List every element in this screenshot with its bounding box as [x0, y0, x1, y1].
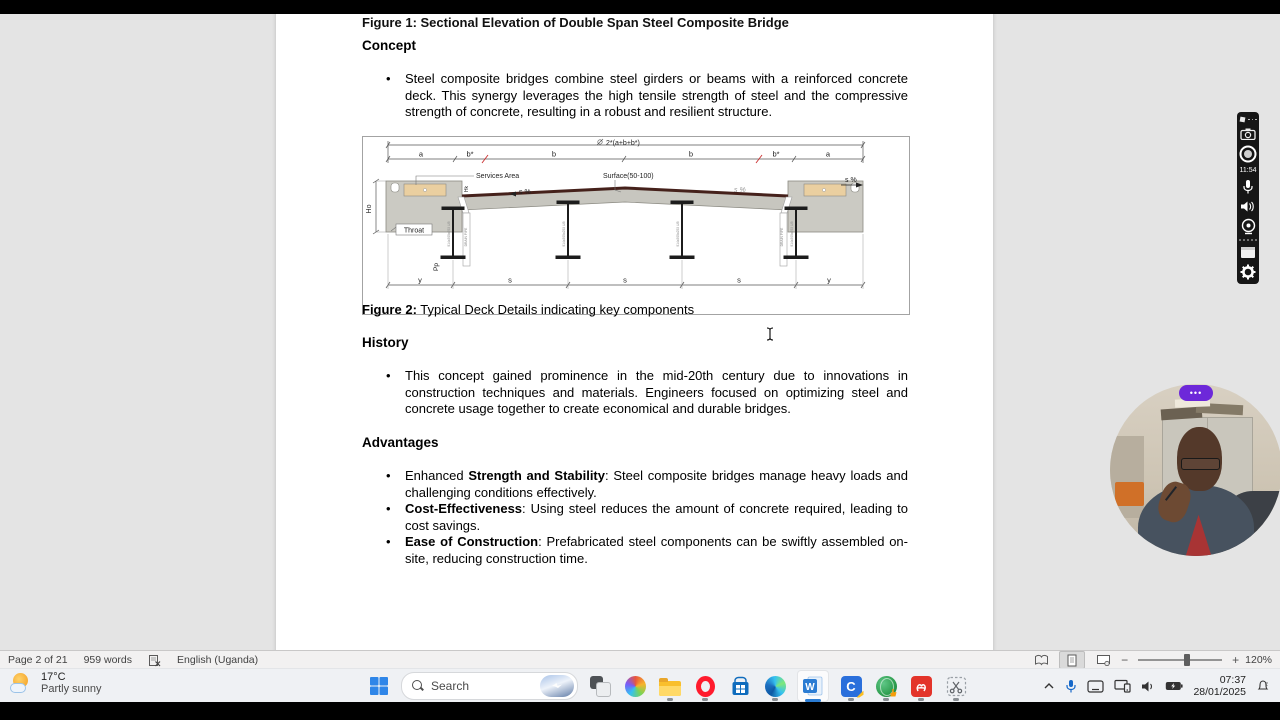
advantage-item: [386, 501, 908, 534]
svg-text:914x305x253 UB: 914x305x253 UB: [447, 221, 451, 247]
pp-label: Pp: [433, 263, 440, 271]
zoom-level[interactable]: 120%: [1245, 654, 1272, 666]
opera-icon: [696, 676, 715, 697]
page-indicator[interactable]: Page 2 of 21: [8, 654, 68, 666]
read-mode-button[interactable]: [1029, 652, 1053, 668]
svg-text:s %: s %: [845, 177, 857, 184]
globe-hand-icon: [876, 676, 897, 697]
word-status-bar: [0, 650, 1280, 669]
bottom-letterbox-bar: [0, 702, 1280, 720]
webcam-overlay: [1110, 384, 1280, 556]
search-icon: [412, 680, 424, 692]
partly-sunny-icon: [10, 671, 34, 695]
bullet-glyph: •: [386, 501, 391, 516]
bullet-glyph: •: [386, 71, 391, 86]
battery-tray-icon[interactable]: [1165, 681, 1183, 691]
advantage-text: Cost-Effectiveness: Using steel reduces the amount of concrete required, leading to cost savings.: [405, 501, 908, 533]
glasses: [1181, 458, 1221, 470]
svg-text:914x305x253 UB: 914x305x253 UB: [676, 221, 680, 247]
microphone-tray-icon[interactable]: [1065, 679, 1077, 694]
tray-date: 28/01/2025: [1193, 686, 1246, 698]
folder-icon: [659, 681, 681, 696]
globe-app-button[interactable]: [873, 671, 899, 701]
zoom-slider[interactable]: [1138, 659, 1222, 661]
books-on-cabinet: [1155, 399, 1258, 420]
file-explorer-button[interactable]: [657, 671, 683, 701]
bullet-glyph: •: [386, 368, 391, 383]
print-layout-button[interactable]: [1059, 651, 1085, 669]
snipping-tool-button[interactable]: [943, 671, 969, 701]
advantage-text: Enhanced Strength and Stability: Steel composite bridges manage heavy loads and challenging conditions effectively.: [405, 468, 908, 500]
tray-time: 07:37: [1219, 674, 1246, 686]
start-button[interactable]: [366, 671, 392, 701]
svg-text:b: b: [688, 149, 694, 159]
copilot-button[interactable]: [622, 671, 648, 701]
weather-desc: Partly sunny: [41, 683, 102, 695]
system-tray: [1043, 669, 1280, 703]
figure2-caption-text: Typical Deck Details indicating key components: [416, 302, 695, 317]
svg-text:a: a: [825, 149, 831, 159]
document-page[interactable]: [276, 0, 993, 664]
cast-display-tray-icon[interactable]: [1114, 679, 1131, 693]
svg-text:914x305x253 UB: 914x305x253 UB: [562, 221, 566, 247]
microsoft-store-button[interactable]: [727, 671, 753, 701]
webcam-toggle-button[interactable]: [1240, 218, 1257, 235]
toolbar-drag-handle[interactable]: [1239, 239, 1257, 241]
svg-text:914x305x253 UB: 914x305x253 UB: [790, 221, 794, 247]
svg-text:y: y: [827, 275, 831, 285]
top-letterbox-bar: [0, 0, 1280, 14]
record-button[interactable]: [1239, 145, 1257, 163]
web-layout-icon: [1096, 654, 1111, 666]
svg-text:a: a: [418, 149, 424, 159]
svg-text:b: b: [551, 149, 557, 159]
window-select-button[interactable]: [1240, 246, 1256, 259]
concept-bullet: [386, 71, 908, 121]
task-view-icon: [590, 676, 610, 696]
concept-bullet-text: Steel composite bridges combine steel girders or beams with a reinforced concrete deck. This synergy leverages the high tensile strength of steel and the compressive strength of concrete, resulting in a robust and resilient structure.: [405, 71, 908, 119]
hk-label: Hk: [464, 185, 470, 193]
figure1-caption-clipped: Figure 1: Sectional Elevation of Double Span Steel Composite Bridge: [362, 15, 789, 30]
c-app-button[interactable]: [838, 671, 864, 701]
draw-tool-button[interactable]: [1239, 116, 1257, 123]
svg-text:y: y: [418, 275, 422, 285]
history-bullet-text: This concept gained prominence in the mid-20th century due to innovations in construction techniques and materials. Engineers focused on optimizing steel and concrete usage together to create economical and durable bridges.: [405, 368, 908, 416]
svg-text:z: z: [1265, 681, 1268, 688]
bullet-glyph: •: [386, 468, 391, 483]
bridge-deck-diagram: [363, 137, 907, 312]
ho-dimension: [366, 179, 386, 234]
svg-text:b*: b*: [772, 149, 780, 159]
zoom-out-button[interactable]: −: [1121, 653, 1129, 667]
notification-bell-icon[interactable]: [1256, 679, 1270, 693]
word-icon: [802, 675, 824, 697]
zoom-slider-thumb[interactable]: [1184, 654, 1190, 666]
tray-overflow-chevron[interactable]: [1043, 682, 1055, 690]
snipping-tool-icon: [946, 676, 967, 697]
figure2-image[interactable]: [362, 136, 910, 315]
screenshot-camera-button[interactable]: [1240, 128, 1256, 140]
acrobat-icon: [911, 676, 932, 697]
c-app-icon: C: [841, 676, 862, 697]
clock[interactable]: [1193, 674, 1246, 698]
store-icon: [730, 676, 751, 697]
web-layout-button[interactable]: [1091, 652, 1115, 668]
advantage-item: [386, 468, 908, 501]
concept-heading: Concept: [362, 38, 416, 53]
orange-object: [1115, 482, 1144, 506]
history-heading: History: [362, 335, 409, 350]
svg-text:s: s: [508, 275, 512, 285]
bullet-glyph: •: [386, 534, 391, 549]
svg-text:s: s: [623, 275, 627, 285]
advantages-heading: Advantages: [362, 435, 439, 450]
proofing-errors-icon[interactable]: [148, 654, 161, 667]
recording-timer: 11:54: [1239, 167, 1257, 175]
svg-text:Throat: Throat: [403, 227, 425, 235]
svg-text:s %: s %: [734, 187, 746, 194]
webcam-menu-button[interactable]: •••: [1179, 385, 1213, 401]
print-layout-icon: [1065, 654, 1079, 667]
weather-widget[interactable]: [10, 671, 102, 695]
screen-recorder-toolbar: [1237, 112, 1259, 284]
svg-text:DRAIN PIPE: DRAIN PIPE: [464, 227, 468, 247]
touchpad-tray-icon[interactable]: [1087, 680, 1104, 693]
advantage-item: [386, 534, 908, 567]
edge-button[interactable]: [762, 671, 788, 701]
svg-text:Surface(50-100): Surface(50-100): [603, 173, 654, 180]
speaker-toggle-button[interactable]: [1240, 200, 1256, 213]
language-indicator[interactable]: English (Uganda): [177, 654, 259, 666]
word-document-canvas[interactable]: [0, 14, 1280, 650]
mic-toggle-button[interactable]: [1242, 179, 1254, 195]
opera-button[interactable]: [692, 671, 718, 701]
settings-gear-button[interactable]: [1240, 264, 1256, 280]
svg-text:Services Area: Services Area: [476, 173, 520, 180]
zoom-in-button[interactable]: +: [1232, 653, 1240, 667]
windows-logo-icon: [369, 676, 389, 696]
search-box[interactable]: [401, 672, 578, 700]
read-mode-icon: [1034, 654, 1049, 666]
centerline-symbol: [597, 139, 603, 145]
search-highlight-image[interactable]: [540, 675, 574, 697]
svg-text:b*: b*: [466, 149, 474, 159]
weather-temp: 17°C: [41, 671, 66, 683]
search-placeholder: Search: [431, 679, 470, 693]
svg-text:Ho: Ho: [366, 204, 373, 214]
svg-text:W: W: [805, 682, 815, 693]
steel-girders: [441, 201, 808, 259]
taskbar-center: [366, 669, 969, 703]
throat-label: [391, 224, 432, 235]
girder-size-labels: [447, 221, 794, 247]
acrobat-button[interactable]: [908, 671, 934, 701]
text-cursor-ibeam: [765, 327, 775, 341]
history-bullet: [386, 368, 908, 418]
top-dim-label: 2*(a+b+b*): [606, 140, 640, 147]
advantages-list: [386, 468, 908, 567]
figure2-caption: [362, 302, 694, 319]
word-button[interactable]: [797, 670, 829, 702]
svg-text:s %: s %: [519, 189, 531, 196]
word-count[interactable]: 959 words: [83, 654, 133, 666]
svg-text:s: s: [737, 275, 741, 285]
copilot-icon: [625, 676, 646, 697]
edge-icon: [765, 676, 786, 697]
advantage-text: Ease of Construction: Prefabricated steel components can be swiftly assembled on-site, reducing construction time.: [405, 534, 908, 566]
task-view-button[interactable]: [587, 671, 613, 701]
speaker-tray-icon[interactable]: [1141, 680, 1155, 693]
figure2-caption-label: Figure 2:: [362, 302, 417, 317]
svg-text:DRAIN PIPE: DRAIN PIPE: [780, 227, 784, 247]
windows-taskbar: [0, 668, 1280, 703]
bottom-segment-labels: [418, 276, 831, 285]
